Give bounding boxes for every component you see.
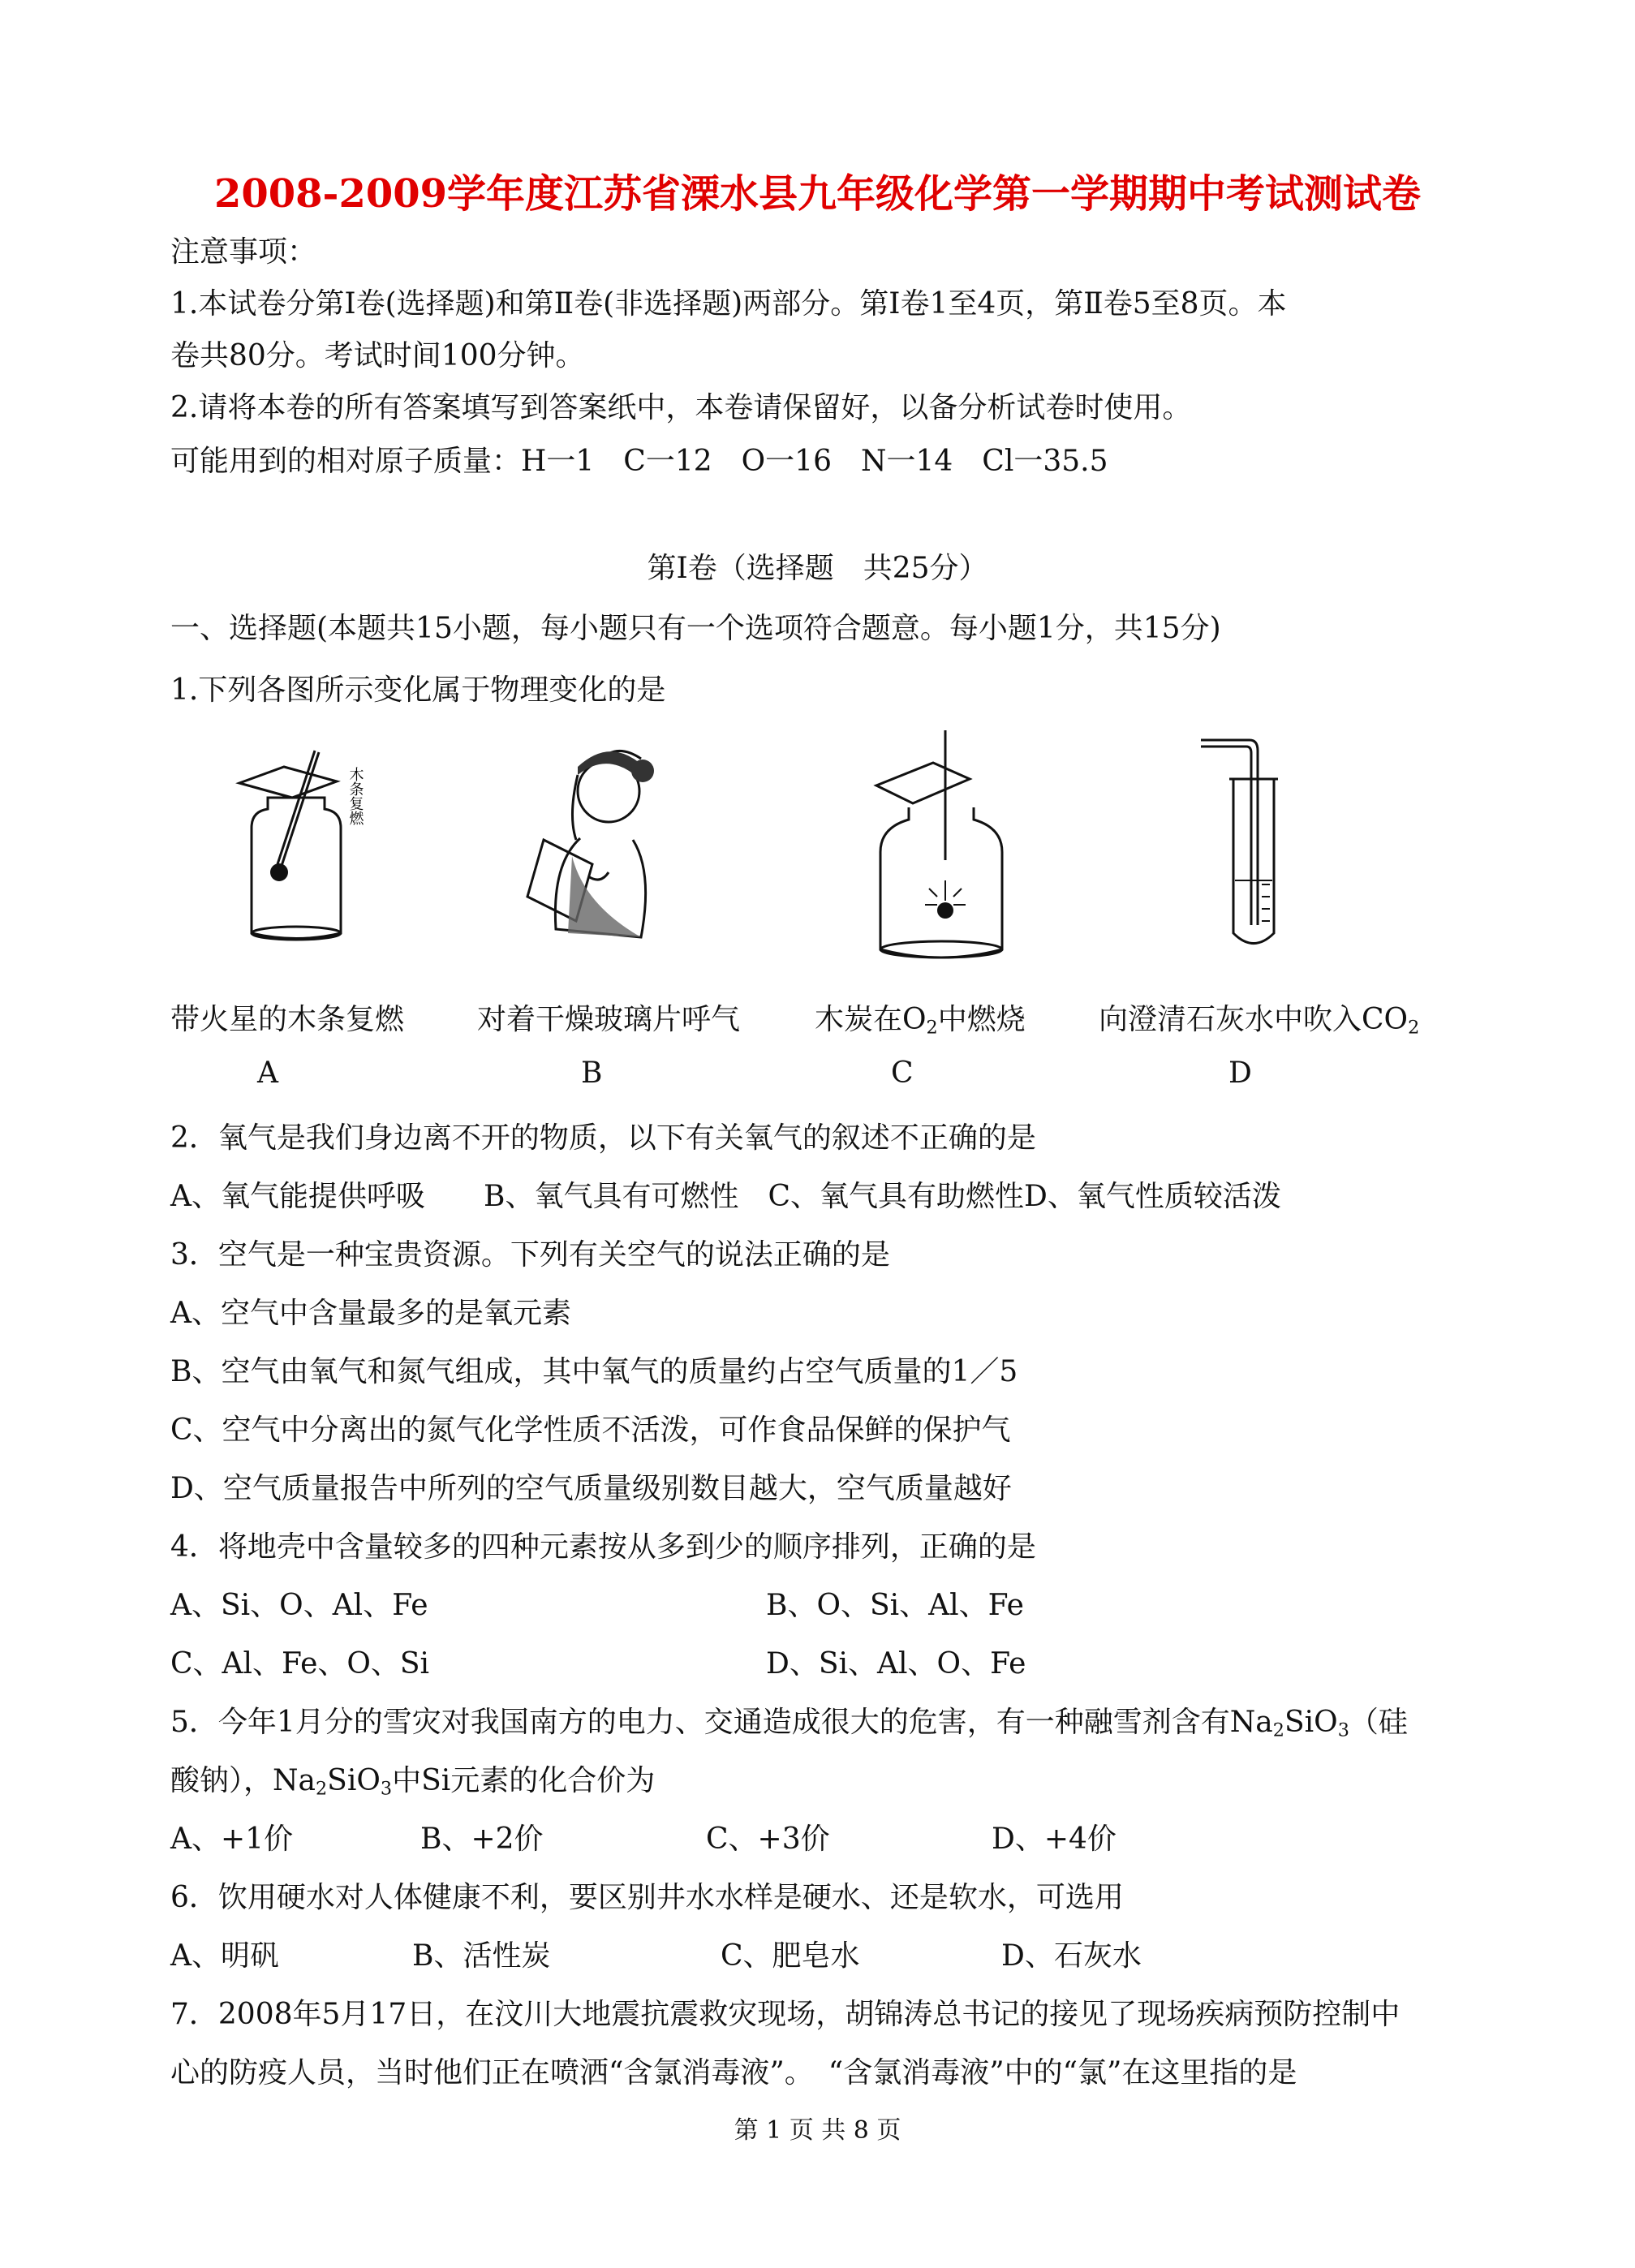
question-6-option-b: B、活性炭 (412, 1939, 551, 1973)
caption-c: 木炭在$O_2$中燃烧 (815, 1003, 1026, 1039)
question-4-option-c: C、Al、Fe、O、Si (170, 1647, 430, 1681)
figure-a-label: 木条复燃 (346, 767, 364, 825)
question-2-stem: 2．氧气是我们身边离不开的物质，以下有关氧气的叙述不正确的是 (170, 1121, 1036, 1155)
atomic-mass-line: 可能用到的相对原子质量：H一1 C一12 O一16 N一14 Cl一35.5 (170, 445, 1108, 478)
letter-c: C (891, 1057, 914, 1090)
caption-d: 向澄清石灰水中吹入$CO_2$ (1099, 1003, 1420, 1039)
question-5-option-d: D、+4价 (992, 1823, 1117, 1856)
question-3-option-a: A、空气中含量最多的是氧元素 (170, 1297, 571, 1330)
figure-c-charcoal-jar (860, 730, 1022, 970)
question-5-option-a: A、+1价 (170, 1823, 294, 1856)
question-6-option-c: C、肥皂水 (721, 1939, 860, 1973)
question-4-stem: 4．将地壳中含量较多的四种元素按从多到少的顺序排列，正确的是 (170, 1530, 1036, 1564)
question-6-option-d: D、石灰水 (1001, 1939, 1142, 1973)
section-heading: 第Ⅰ卷（选择题 共25分） (647, 552, 988, 585)
notice-item-1-line-1: 1.本试卷分第Ⅰ卷(选择题)和第Ⅱ卷(非选择题)两部分。第Ⅰ卷1至4页，第Ⅱ卷5至8页。本 (170, 287, 1287, 321)
notice-heading: 注意事项： (170, 235, 317, 269)
notice-item-1-line-2: 卷共80分。考试时间100分钟。 (170, 339, 585, 372)
question-1-stem: 1.下列各图所示变化属于物理变化的是 (170, 674, 666, 707)
question-5-line-2: 酸钠），$Na_2SiO_3$中Si元素的化合价为 (170, 1764, 656, 1800)
question-7-line-2: 心的防疫人员，当时他们正在喷洒“含氯消毒液”。 “含氯消毒液”中的“氯”在这里指的是 (170, 2056, 1297, 2089)
letter-d: D (1228, 1057, 1252, 1090)
part-intro: 一、选择题(本题共15小题，每小题只有一个选项符合题意。每小题1分，共15分) (170, 612, 1221, 645)
page-footer: 第 1 页 共 8 页 (734, 2116, 901, 2145)
question-5-line-1: 5．今年1月分的雪灾对我国南方的电力、交通造成很大的危害，有一种融雪剂含有$Na_2SiO_3$（硅 (170, 1706, 1408, 1741)
question-5-option-b: B、+2价 (420, 1823, 544, 1856)
question-5-option-c: C、+3价 (706, 1823, 830, 1856)
question-6-option-a: A、明矾 (170, 1939, 279, 1973)
letter-a: A (257, 1057, 278, 1090)
caption-b: 对着干燥玻璃片呼气 (477, 1003, 741, 1036)
question-4-option-a: A、Si、O、Al、Fe (170, 1589, 428, 1622)
question-2-options: A、氧气能提供呼吸 B、氧气具有可燃性 C、氧气具有助燃性D、氧气性质较活泼 (170, 1180, 1281, 1213)
figure-b-girl-breathing (519, 742, 665, 953)
exam-title: 2008-2009学年度江苏省溧水县九年级化学第一学期期中考试测试卷 (213, 171, 1422, 217)
question-3-option-d: D、空气质量报告中所列的空气质量级别数目越大，空气质量越好 (170, 1472, 1012, 1505)
caption-a: 带火星的木条复燃 (170, 1003, 405, 1036)
question-3-option-c: C、空气中分离出的氮气化学性质不活泼，可作食品保鲜的保护气 (170, 1414, 1011, 1447)
question-3-option-b: B、空气由氧气和氮气组成，其中氧气的质量约占空气质量的1／5 (170, 1355, 1018, 1388)
figure-a-splint-jar (219, 734, 389, 949)
question-4-option-d: D、Si、Al、O、Fe (766, 1647, 1026, 1681)
question-7-line-1: 7．2008年5月17日，在汶川大地震抗震救灾现场，胡锦涛总书记的接见了现场疾病预防控制中 (170, 1998, 1401, 2031)
question-3-stem: 3．空气是一种宝贵资源。下列有关空气的说法正确的是 (170, 1238, 890, 1272)
notice-item-2: 2.请将本卷的所有答案填写到答案纸中，本卷请保留好，以备分析试卷时使用。 (170, 391, 1192, 424)
question-6-stem: 6．饮用硬水对人体健康不利，要区别井水水样是硬水、还是软水，可选用 (170, 1881, 1124, 1914)
letter-b: B (581, 1057, 603, 1090)
question-4-option-b: B、O、Si、Al、Fe (766, 1589, 1024, 1622)
figure-d-test-tube (1185, 730, 1306, 958)
